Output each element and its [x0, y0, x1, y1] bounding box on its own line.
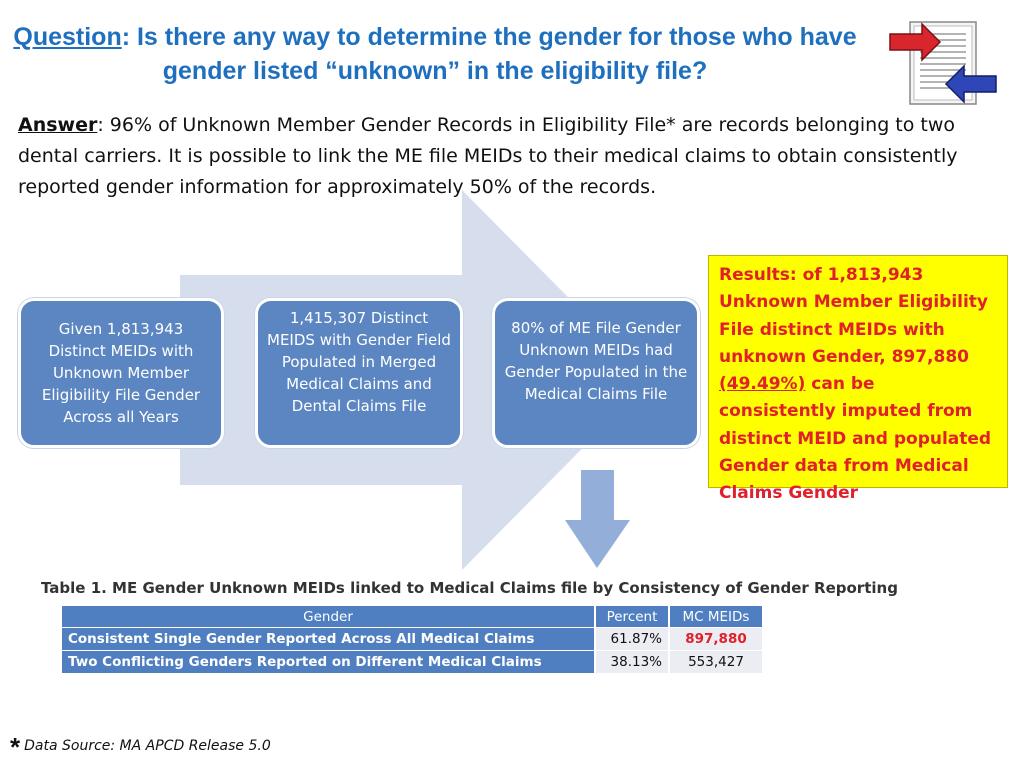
- table-row: [62, 627, 762, 650]
- answer-text: : 96% of Unknown Member Gender Records in Eligibility File* are records belonging to two dental carriers. It is possible to link the ME file MEIDs to their medical claims to obtain consistently reported gender information for approximately 50% of the records.: [18, 114, 958, 198]
- results-text-after: can be consistently imputed from distinct MEID and populated Gender data from Medical Claims Gender: [719, 374, 992, 504]
- table-row: [62, 650, 762, 673]
- question-label: Question: [13, 23, 122, 51]
- flow-step-text: Given 1,813,943 Distinct MEIDs with Unknown Member Eligibility File Gender Across all Years: [41, 320, 201, 426]
- row-mc-meids: 897,880: [670, 627, 762, 650]
- row-label: Two Conflicting Genders Reported on Different Medical Claims: [62, 650, 594, 673]
- down-arrow-icon: [565, 470, 630, 568]
- footnote-star: *: [10, 732, 21, 762]
- results-text-before: Results: of 1,813,943 Unknown Member Eligibility File distinct MEIDs with unknown Gender, 897,880: [719, 265, 989, 367]
- footnote: [10, 732, 271, 763]
- table-caption: Table 1. ME Gender Unknown MEIDs linked to Medical Claims file by Consistency of Gender Reporting: [41, 579, 898, 597]
- footnote-source: Data Source: MA APCD Release 5.0: [24, 738, 271, 754]
- document-transfer-icon: [888, 18, 1000, 108]
- row-label: Consistent Single Gender Reported Across All Medical Claims: [62, 627, 594, 650]
- header-gender: Gender: [62, 606, 594, 627]
- flow-step-populated-gender: [255, 298, 463, 448]
- header-percent: Percent: [596, 606, 668, 627]
- flow-step-text: 1,415,307 Distinct MEIDS with Gender Field Populated in Merged Medical Claims and Dental Claims File: [267, 309, 451, 415]
- question-text: : Is there any way to determine the gender for those who have gender listed “unknown” in the eligibility file?: [121, 23, 857, 85]
- row-percent: 61.87%: [596, 627, 668, 650]
- gender-consistency-table: [60, 606, 764, 673]
- row-mc-meids: 553,427: [670, 650, 762, 673]
- flow-step-given-meids: [18, 298, 224, 448]
- question-heading: [10, 20, 860, 88]
- results-percent: (49.49%): [719, 374, 806, 395]
- header-mc-meids: MC MEIDs: [670, 606, 762, 627]
- row-percent: 38.13%: [596, 650, 668, 673]
- flow-step-text: 80% of ME File Gender Unknown MEIDs had Gender Populated in the Medical Claims File: [504, 319, 688, 403]
- flow-step-percent-populated: [492, 298, 700, 448]
- results-callout: [708, 255, 1008, 504]
- table-header-row: [62, 606, 762, 627]
- answer-label: Answer: [18, 114, 98, 136]
